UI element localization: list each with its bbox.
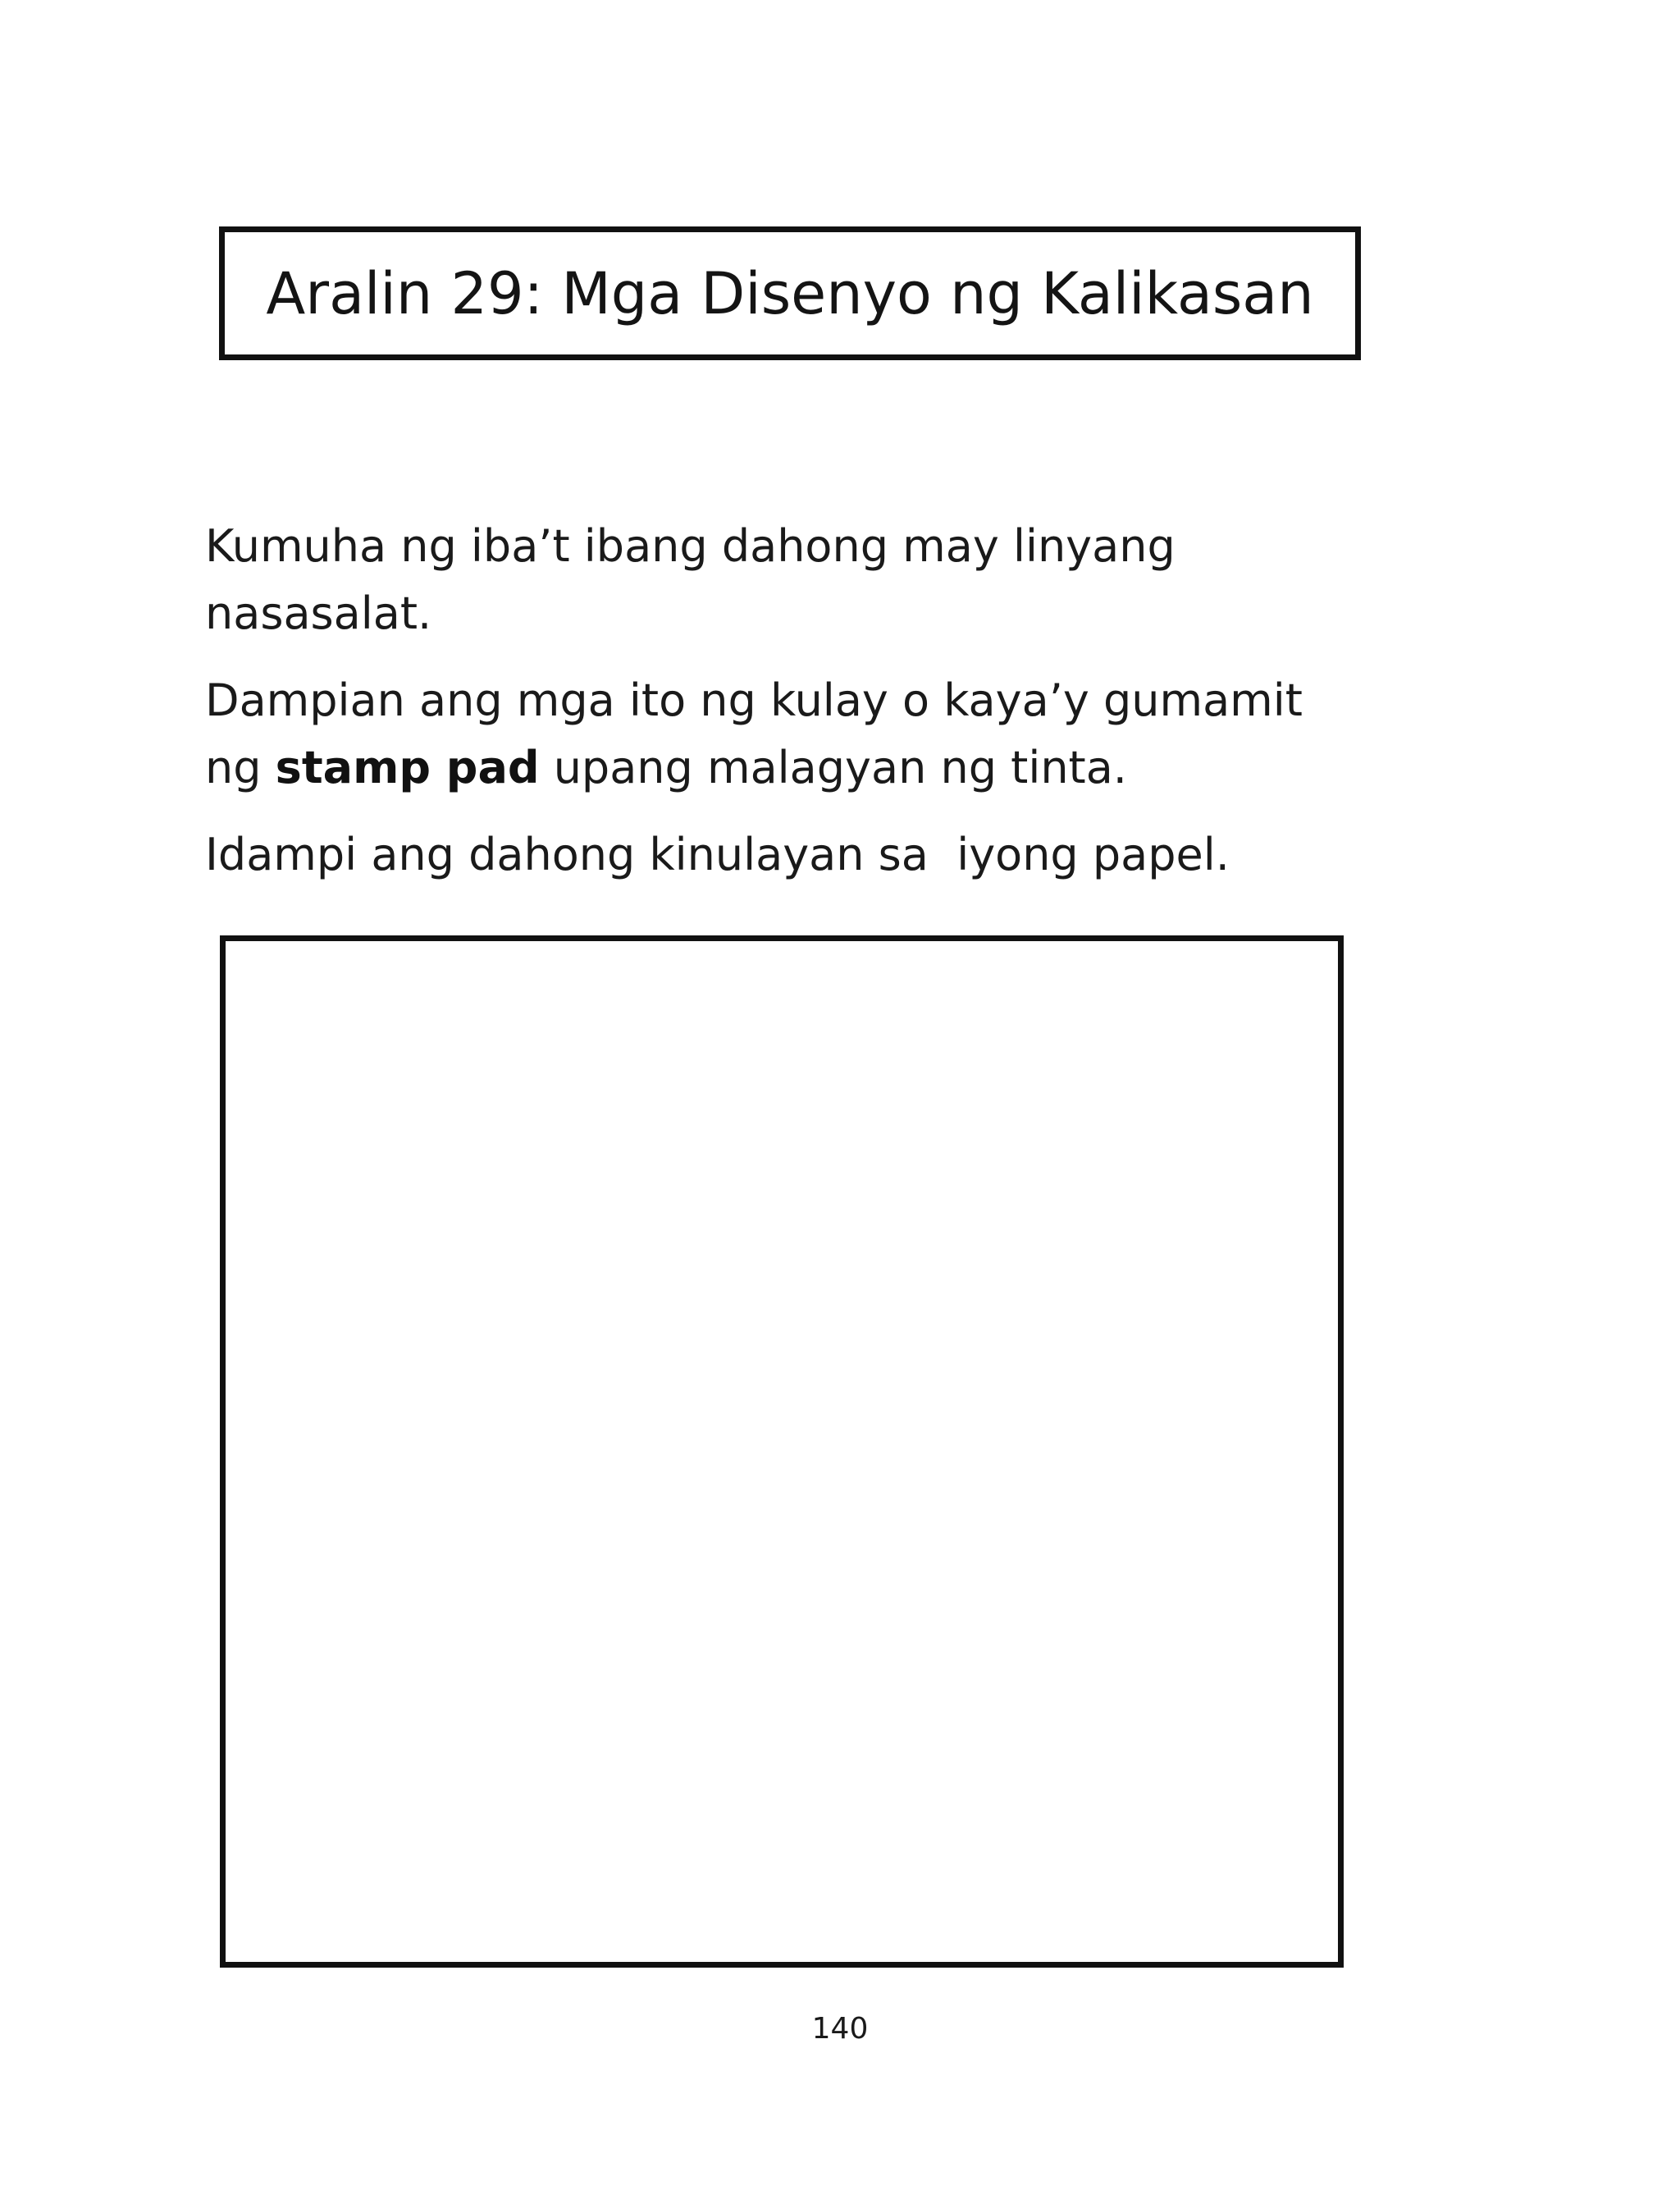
stamp-pad-term: stamp pad [275, 742, 540, 793]
instruction-line-suffix: upang malagyan ng tinta. [539, 742, 1127, 793]
leaf-print-area [220, 935, 1344, 1968]
instruction-line: Dampian ang mga ito ng kulay o kaya’y gumamit [205, 674, 1303, 726]
lesson-title-box [219, 226, 1361, 360]
lesson-title: Aralin 29: Mga Disenyo ng Kalikasan [266, 259, 1314, 327]
instruction-step-3 [205, 821, 1370, 889]
instruction-line: Idampi ang dahong kinulayan sa iyong papel. [205, 829, 1230, 880]
page-number: 140 [811, 2012, 869, 2046]
instruction-line-prefix: ng [205, 742, 276, 793]
instruction-step-2 [205, 667, 1370, 802]
instruction-line: nasasalat. [205, 588, 432, 639]
instructions [205, 513, 1370, 889]
instruction-line: Kumuha ng iba’t ibang dahong may linyang [205, 520, 1176, 572]
instruction-step-1 [205, 513, 1370, 647]
